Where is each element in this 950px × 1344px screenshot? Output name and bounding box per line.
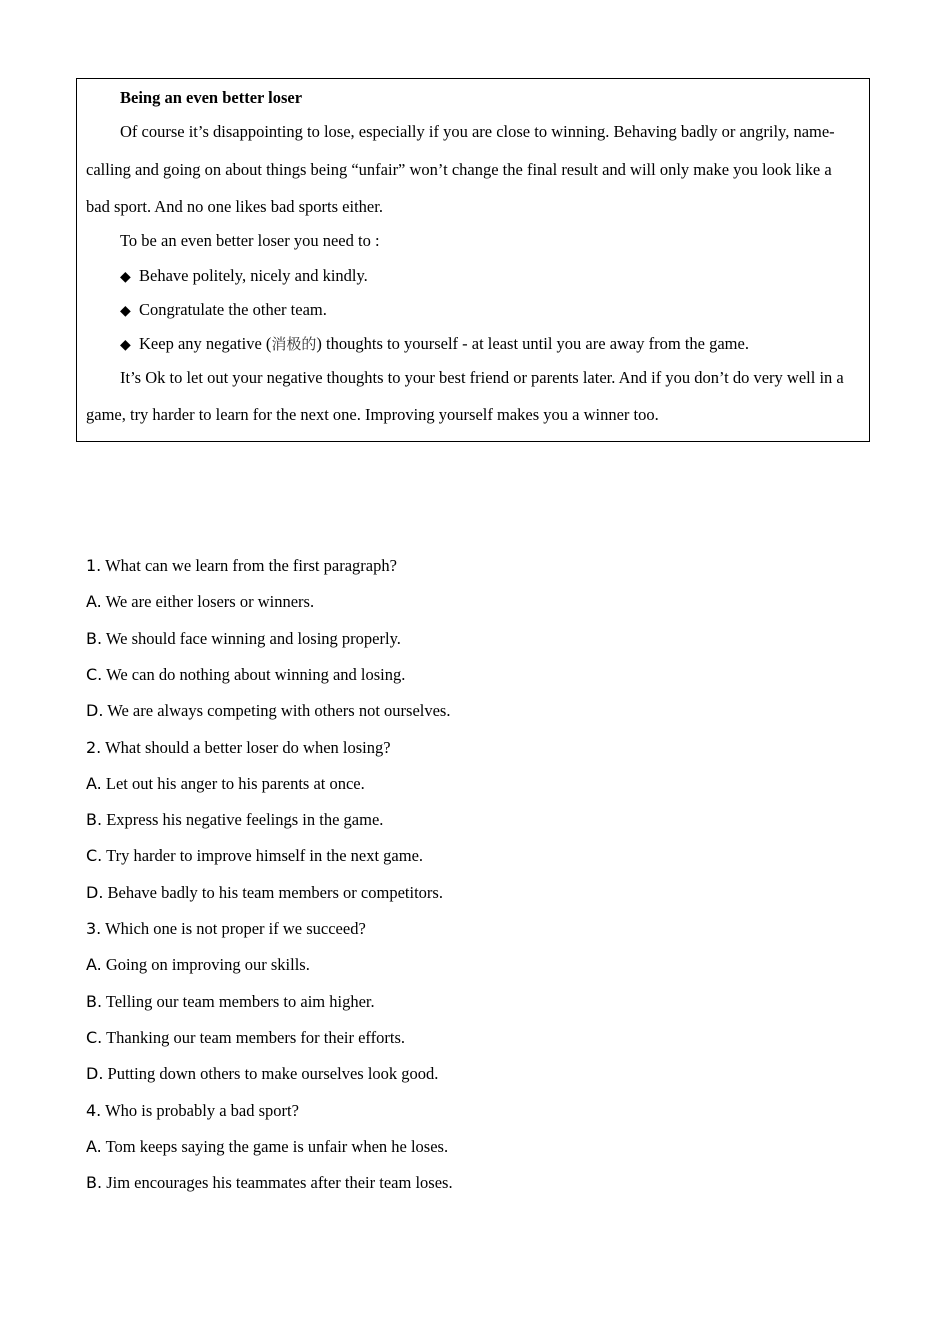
answer-option <box>86 883 443 903</box>
answer-option-text: We should face winning and losing properly. <box>105 629 401 648</box>
diamond-bullet-icon: ◆ <box>120 337 131 353</box>
answer-option-text: Thanking our team members for their efforts. <box>106 1028 405 1047</box>
intro-line: To be an even better loser you need to : <box>120 231 380 250</box>
question-text: What can we learn from the first paragraph? <box>105 556 397 575</box>
answer-option-label: D. <box>86 883 104 902</box>
answer-option-text: Behave badly to his team members or competitors. <box>107 883 443 902</box>
paragraph-1-line: bad sport. And no one likes bad sports either. <box>86 197 383 216</box>
question-label: 4. <box>86 1101 102 1120</box>
bullet-item <box>120 266 368 287</box>
paragraph-2-line: game, try harder to learn for the next one. Improving yourself makes you a winner too. <box>86 405 659 424</box>
answer-option-label: D. <box>86 701 104 720</box>
question-text: Which one is not proper if we succeed? <box>105 919 366 938</box>
answer-option <box>86 592 314 612</box>
answer-option <box>86 665 405 685</box>
answer-option-label: B. <box>86 629 103 648</box>
question-label: 3. <box>86 919 102 938</box>
answer-option <box>86 1137 448 1157</box>
answer-option-label: D. <box>86 1064 104 1083</box>
answer-option <box>86 846 423 866</box>
question-label: 2. <box>86 738 102 757</box>
bullet-item <box>120 334 749 355</box>
answer-option <box>86 1064 438 1084</box>
answer-option-text: We are always competing with others not ourselves. <box>107 701 451 720</box>
answer-option-text: Tom keeps saying the game is unfair when he loses. <box>105 1137 449 1156</box>
paragraph-1-line: Of course it’s disappointing to lose, especially if you are close to winning. Behaving badly or angrily, name- <box>120 122 835 141</box>
answer-option-label: C. <box>86 846 103 865</box>
answer-option-label: C. <box>86 1028 103 1047</box>
answer-option-text: Express his negative feelings in the game. <box>106 810 384 829</box>
answer-option <box>86 992 375 1012</box>
bullet-text-chinese: 消极的 <box>271 335 317 353</box>
answer-option <box>86 955 310 975</box>
question <box>86 738 391 758</box>
answer-option-label: A. <box>86 955 102 974</box>
answer-option-label: A. <box>86 592 102 611</box>
paragraph-1-line: calling and going on about things being “unfair” won’t change the final result and will only make you look like a <box>86 160 832 179</box>
answer-option-text: We can do nothing about winning and losing. <box>106 665 406 684</box>
bullet-item <box>120 300 327 321</box>
passage-title: Being an even better loser <box>120 88 303 107</box>
diamond-bullet-icon: ◆ <box>120 303 131 319</box>
question-text: What should a better loser do when losing? <box>105 738 391 757</box>
answer-option-text: We are either losers or winners. <box>105 592 315 611</box>
answer-option-text: Try harder to improve himself in the next game. <box>106 846 424 865</box>
answer-option-text: Going on improving our skills. <box>105 955 310 974</box>
answer-option <box>86 774 365 794</box>
answer-option <box>86 629 401 649</box>
question <box>86 1101 299 1121</box>
question <box>86 919 366 939</box>
answer-option <box>86 701 450 721</box>
answer-option <box>86 1173 453 1193</box>
answer-option <box>86 810 383 830</box>
answer-option-text: Putting down others to make ourselves look good. <box>107 1064 439 1083</box>
bullet-text: Behave politely, nicely and kindly. <box>139 266 368 285</box>
answer-option-text: Let out his anger to his parents at once. <box>105 774 365 793</box>
diamond-bullet-icon: ◆ <box>120 269 131 285</box>
paragraph-2-line: It’s Ok to let out your negative thoughts to your best friend or parents later. And if you don’t do very well in a <box>120 368 844 387</box>
answer-option-label: C. <box>86 665 103 684</box>
answer-option-text: Telling our team members to aim higher. <box>105 992 375 1011</box>
question-text: Who is probably a bad sport? <box>105 1101 299 1120</box>
answer-option-text: Jim encourages his teammates after their team loses. <box>106 1173 453 1192</box>
answer-option-label: A. <box>86 774 102 793</box>
answer-option-label: B. <box>86 810 103 829</box>
bullet-text: Congratulate the other team. <box>139 300 327 319</box>
answer-option <box>86 1028 405 1048</box>
bullet-text-before: Keep any negative ( <box>139 334 272 353</box>
question-label: 1. <box>86 556 102 575</box>
bullet-text-after: ) thoughts to yourself - at least until you are away from the game. <box>316 334 749 353</box>
answer-option-label: B. <box>86 992 103 1011</box>
question <box>86 556 397 576</box>
answer-option-label: A. <box>86 1137 102 1156</box>
answer-option-label: B. <box>86 1173 103 1192</box>
